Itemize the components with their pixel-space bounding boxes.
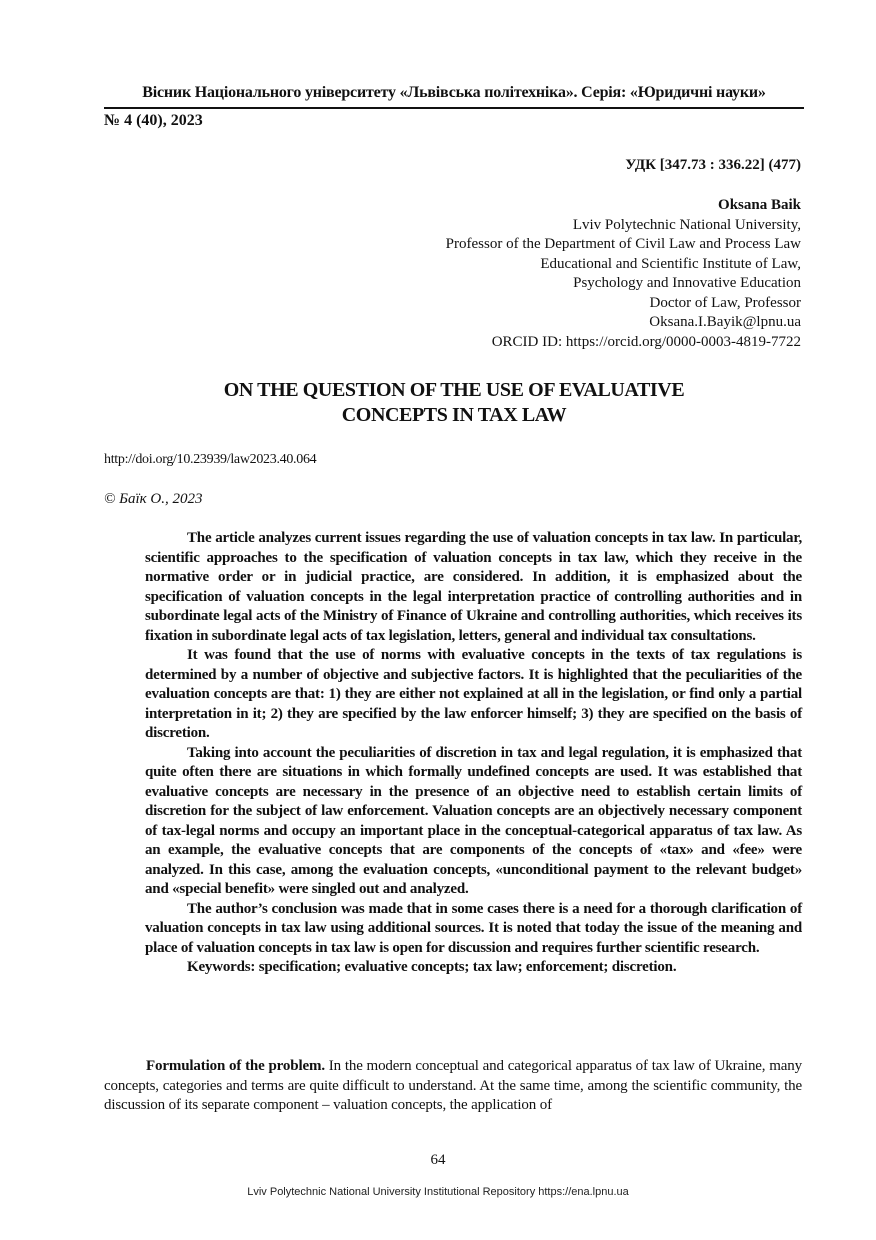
author-institute: Educational and Scientific Institute of Law, [540, 255, 801, 272]
abstract [145, 529, 802, 978]
body-paragraph [104, 1057, 802, 1116]
page-number: 64 [430, 1152, 446, 1168]
article-title [104, 378, 804, 428]
author-affiliation: Lviv Polytechnic National University, [572, 216, 801, 233]
author-degree: Doctor of Law, Professor [649, 294, 801, 311]
issue-number: № 4 (40), 2023 [104, 112, 203, 129]
journal-header: Вісник Національного університету «Львівська політехніка». Серія: «Юридичні науки» [142, 84, 766, 101]
author-institute-cont: Psychology and Innovative Education [573, 275, 801, 291]
body-text [104, 1057, 802, 1116]
copyright: © Баїк О., 2023 [104, 491, 203, 507]
title-line-2: CONCEPTS IN TAX LAW [341, 404, 567, 426]
abstract-paragraph: It was found that the use of norms with evaluative concepts in the texts of tax regulations is determined by a number of objective and subjective factors. It is highlighted that the peculiarities of the evaluation concepts are that: 1) they are either not explained at all in the legislation, or find only a partial interpretation in it; 2) they are specified by the law enforcer himself; 3) they are specified on the basis of discretion. [145, 647, 802, 741]
author-block [446, 196, 801, 352]
udc-code: УДК [347.73 : 336.22] (477) [625, 157, 801, 173]
author-position: Professor of the Department of Civil Law and Process Law [445, 236, 801, 252]
title-line-1: ON THE QUESTION OF THE USE OF EVALUATIVE [223, 379, 685, 401]
abstract-paragraph: The article analyzes current issues regarding the use of valuation concepts in tax law. In particular, scientific approaches to the specification of valuation concepts in tax law, which they receive in the normative order or in judicial practice, are considered. In addition, it is emphasized about the specification of valuation concepts in the legal interpretation practice of controlling authorities and in subordinate legal acts of the Ministry of Finance of Ukraine and controlling authorities, which receives its fixation in subordinate legal acts of tax legislation, letters, general and individual tax consultations. [145, 530, 802, 644]
section-lead: Formulation of the problem. [146, 1058, 325, 1074]
body-paragraph-text: In the modern conceptual and categorical apparatus of tax law of Ukraine, many concepts, categories and terms are quite difficult to understand. At the same time, among the scientific community, the discussion of its separate component – valuation concepts, the application of [104, 1058, 802, 1113]
keywords: Keywords: specification; evaluative concepts; tax law; enforcement; discretion. [187, 959, 677, 975]
author-orcid: ORCID ID: https://orcid.org/0000-0003-4819-7722 [491, 333, 801, 350]
header-divider [104, 107, 804, 109]
abstract-paragraph: Taking into account the peculiarities of discretion in tax and legal regulation, it is emphasized that quite often there are situations in which formally undefined concepts are used. It was established that evaluative concepts are necessary in the presence of an objective need to establish certain limits of discretion for the subject of law enforcement. Valuation concepts are an objectively necessary component of tax-legal norms and occupy an important place in the conceptual-categorical apparatus of tax law. As an example, the evaluative concepts that are components of the concepts of «tax» and «fee» were analyzed. In this case, among the evaluation concepts, «unconditional payment to the relevant budget» and «special benefit» were singled out and analyzed. [145, 744, 802, 897]
author-name: Oksana Baik [718, 197, 801, 213]
author-email: Oksana.I.Bayik@lpnu.ua [649, 314, 801, 330]
repository-footer: Lviv Polytechnic National University Institutional Repository https://ena.lpnu.ua [247, 1186, 629, 1198]
doi-link: http://doi.org/10.23939/law2023.40.064 [104, 452, 317, 467]
abstract-paragraph: The author’s conclusion was made that in some cases there is a need for a thorough clarification of valuation concepts in tax law using additional sources. It is noted that today the issue of the meaning and place of valuation concepts in tax law is open for discussion and requires further scientific research. [145, 900, 802, 956]
